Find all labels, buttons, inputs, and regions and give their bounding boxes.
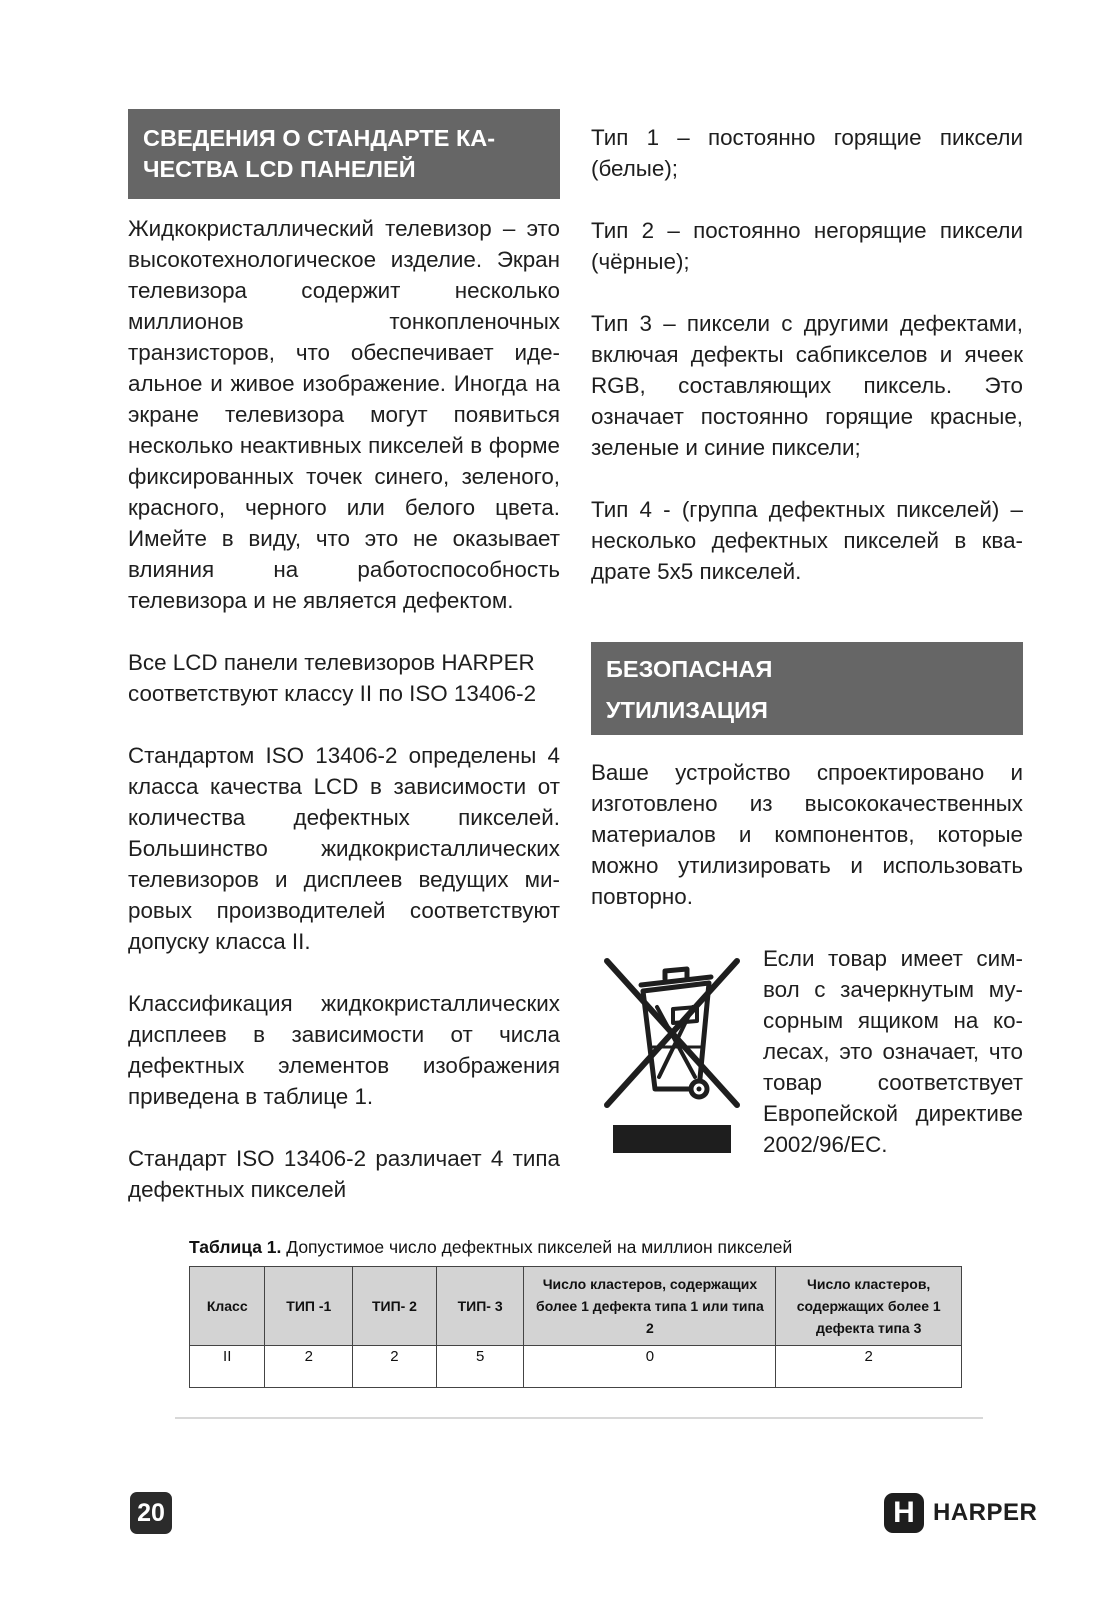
- section-heading-lcd-quality: [128, 109, 560, 199]
- paragraph-intro: Жидкокристаллический телевизор – это высокотехнологическое изделие. Экран телевизора содержит несколько миллионов тонкопленочных транзисторов, что обеспечивает идеальное и живое изображение. Иногда на экране телевизора могут появиться несколько неактивных пикселей в форме фиксированных точек синего, зеленого, красного, черного или белого цвета. Имейте в виду, что это не оказывает влияния на работоспособность телевизора и не является дефектом.: [128, 216, 560, 613]
- right-column: [591, 122, 1023, 1163]
- table-header-cell: Число кластеров, содержащих более 1 дефекта типа 1 или типа 2: [524, 1267, 776, 1346]
- paragraph-defect-types: Стандарт ISO 13406-2 различает 4 типа дефектных пикселей: [128, 1146, 560, 1202]
- heading-line: СВЕДЕНИЯ О СТАНДАРТЕ КА-: [143, 125, 496, 151]
- table-cell: II: [190, 1346, 265, 1388]
- table-cell: 2: [776, 1346, 962, 1388]
- table-header-row: [190, 1267, 962, 1346]
- table-cell: 5: [436, 1346, 524, 1388]
- heading-line: УТИЛИЗАЦИЯ: [606, 697, 768, 723]
- table-caption-text: Допустимое число дефектных пикселей на миллион пикселей: [286, 1237, 793, 1257]
- weee-notice: [591, 943, 1023, 1163]
- table-row: [190, 1346, 962, 1388]
- page-number: 20: [130, 1492, 172, 1534]
- heading-line: ЧЕСТВА LCD ПАНЕЛЕЙ: [143, 156, 416, 182]
- harper-logo-mark: H: [884, 1493, 924, 1533]
- table-cell: 2: [265, 1346, 353, 1388]
- defect-type-2: Тип 2 – постоянно негорящие пиксели (чёрные);: [591, 218, 1023, 274]
- defect-type-3: Тип 3 – пиксели с другими дефектами, включая дефекты сабпикселов и ячеек RGB, составляющих пиксель. Это означает постоянно горящие красные, зеленые и синие пиксели;: [591, 311, 1023, 460]
- table-caption: [189, 1237, 983, 1258]
- table-header-cell: ТИП- 3: [436, 1267, 524, 1346]
- table-cell: 0: [524, 1346, 776, 1388]
- table-header-cell: Класс: [190, 1267, 265, 1346]
- paragraph-weee-symbol: Если товар имеет символ с зачеркнутым мусорным ящиком на колесах, это означает, что товар соответствует Европейской директиве 2002/96/EC.: [763, 946, 1023, 1157]
- table-caption-label: Таблица 1.: [189, 1237, 282, 1257]
- defect-type-1: Тип 1 – постоянно горящие пиксели (белые);: [591, 125, 1023, 181]
- paragraph-classification: Классификация жидкокристаллических дисплеев в зависимости от числа дефектных элементов изображения приведена в таблице 1.: [128, 991, 560, 1109]
- defect-pixels-table: [189, 1266, 962, 1388]
- paragraph-iso-classes: Стандартом ISO 13406-2 определены 4 класса качества LCD в зависимости от количества дефектных пикселей. Большинство жидкокристаллических телевизоров и дисплеев ведущих мировых производителей соответствуют допуску класса II.: [128, 743, 560, 954]
- paragraph-harper-class: Все LCD панели телевизоров HARPER соответствуют классу II по ISO 13406-2: [128, 650, 537, 706]
- left-column: [128, 109, 560, 1205]
- harper-logo: [884, 1491, 1037, 1535]
- crossed-out-wheelie-bin-icon: [599, 947, 745, 1162]
- heading-line: БЕЗОПАСНАЯ: [606, 656, 773, 682]
- table-header-cell: ТИП -1: [265, 1267, 353, 1346]
- defect-type-4: Тип 4 - (группа дефектных пикселей) – несколько дефектных пикселей в квадрате 5x5 пикселей.: [591, 497, 1023, 584]
- table-header-cell: Число кластеров, содержащих более 1 дефекта типа 3: [776, 1267, 962, 1346]
- harper-logo-text: HARPER: [933, 1499, 1038, 1526]
- table-bottom-rule: [175, 1417, 983, 1419]
- table-header-cell: ТИП- 2: [353, 1267, 437, 1346]
- table-cell: 2: [353, 1346, 437, 1388]
- paragraph-disposal: Ваше устройство спроектировано и изготовлено из высококачественных материалов и компонентов, которые можно утилизировать и использовать повторно.: [591, 760, 1023, 909]
- defect-table-section: [175, 1237, 983, 1388]
- section-heading-disposal: [591, 642, 1023, 735]
